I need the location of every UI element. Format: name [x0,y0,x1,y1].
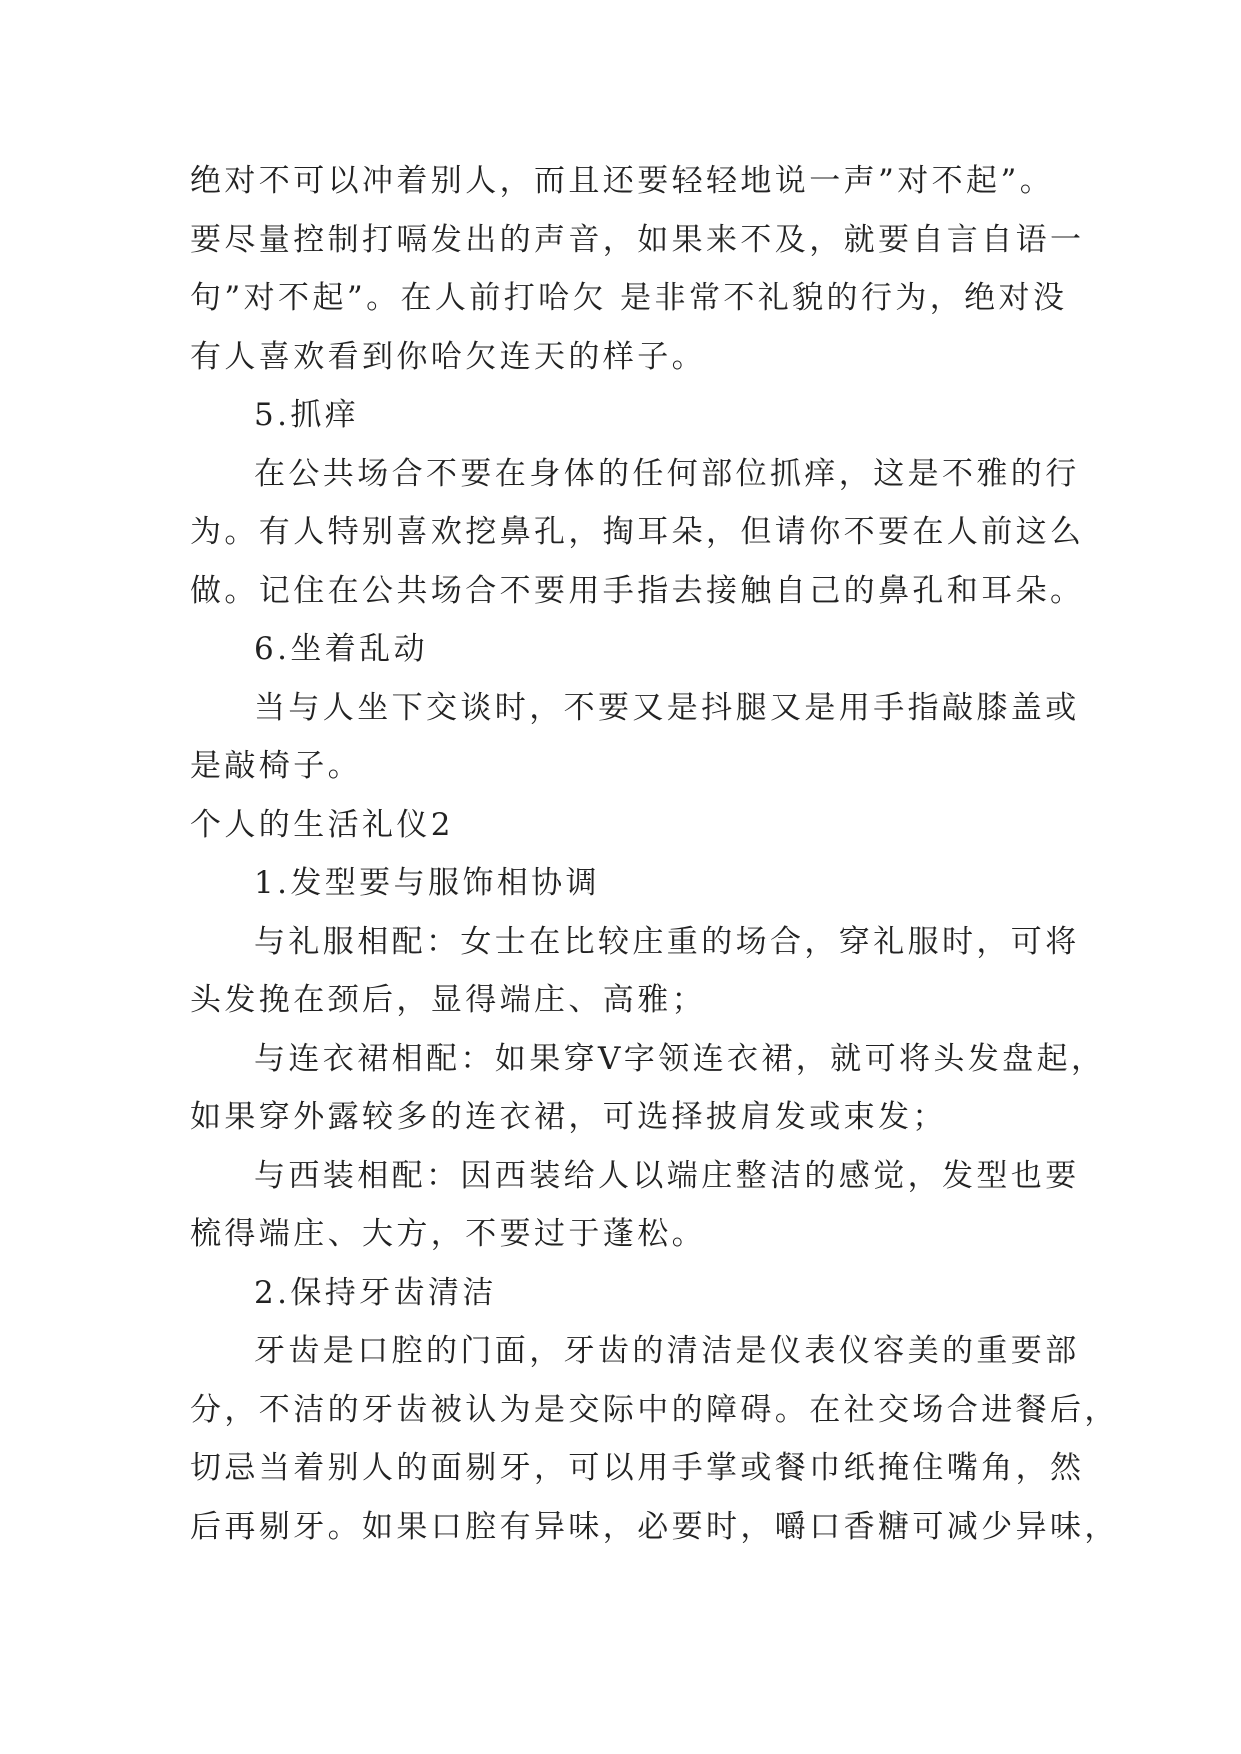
text-line: 在公共场合不要在身体的任何部位抓痒，这是不雅的行 [254,455,1080,492]
text-line: 6.坐着乱动 [254,631,428,667]
text-line: 2.保持牙齿清洁 [254,1274,497,1311]
text-line: 牙齿是口腔的门面，牙齿的清洁是仪表仪容美的重要部 [254,1333,1080,1369]
text-line: 有人喜欢看到你哈欠连天的样子。 [190,338,706,375]
text-line: 为。有人特别喜欢挖鼻孔，掏耳朵，但请你不要在人前这么 [190,514,1085,550]
text-line: 句”对不起”。在人前打哈欠 是非常不礼貌的行为，绝对没 [190,280,1068,316]
text-line: 要尽量控制打嗝发出的声音，如果来不及，就要自言自语一 [190,221,1085,258]
text-line: 当与人坐下交谈时，不要又是抖腿又是用手指敲膝盖或 [254,689,1080,726]
text-line: 与连衣裙相配：如果穿V字领连衣裙，就可将头发盘起， [254,1040,1106,1077]
text-line: 后再剔牙。如果口腔有异味，必要时，嚼口香糖可减少异味， [190,1508,1119,1545]
text-line: 梳得端庄、大方，不要过于蓬松。 [190,1216,706,1252]
text-line: 5.抓痒 [254,397,360,433]
text-line: 分，不洁的牙齿被认为是交际中的障碍。在社交场合进餐后， [190,1391,1119,1428]
text-line: 如果穿外露较多的连衣裙，可选择披肩发或束发； [190,1099,947,1135]
text-line: 与礼服相配：女士在比较庄重的场合，穿礼服时，可将 [254,923,1080,960]
text-line: 绝对不可以冲着别人，而且还要轻轻地说一声”对不起”。 [190,163,1055,199]
text-line: 与西装相配：因西装给人以端庄整洁的感觉，发型也要 [254,1157,1080,1194]
text-line: 个人的生活礼仪2 [190,806,454,843]
text-line: 头发挽在颈后，显得端庄、高雅； [190,982,706,1018]
document-body [190,152,1119,1556]
text-line: 1.发型要与服饰相协调 [254,865,600,901]
text-line: 做。记住在公共场合不要用手指去接触自己的鼻孔和耳朵。 [190,572,1085,609]
text-line: 切忌当着别人的面剔牙，可以用手掌或餐巾纸掩住嘴角，然 [190,1450,1085,1486]
text-line: 是敲椅子。 [190,748,362,784]
